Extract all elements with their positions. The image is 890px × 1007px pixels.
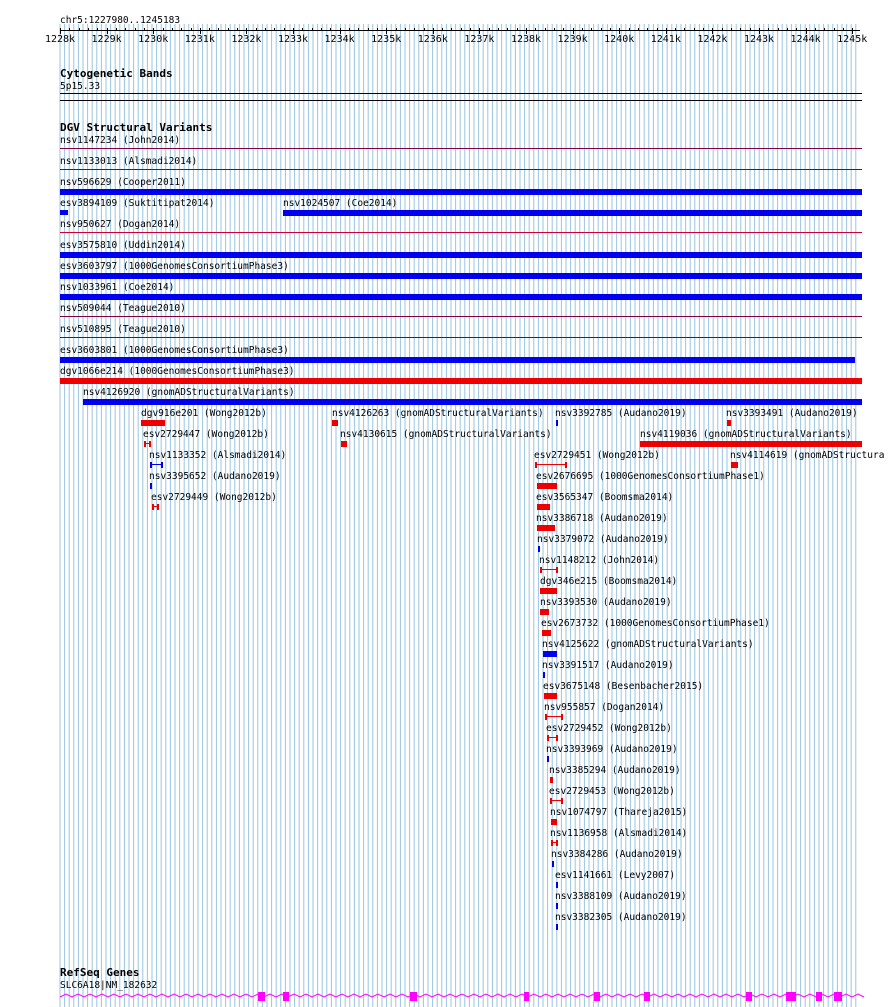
- variant-label[interactable]: nsv3392785 (Audano2019): [555, 408, 687, 419]
- variant-label[interactable]: nsv596629 (Cooper2011): [60, 177, 186, 188]
- ruler-minor-tick: [181, 28, 182, 31]
- variant-bar-cap: [545, 714, 547, 720]
- ruler-minor-tick: [712, 28, 713, 31]
- ruler-minor-tick: [684, 28, 685, 31]
- variant-label[interactable]: esv3603801 (1000GenomesConsortiumPhase3): [60, 345, 289, 356]
- ruler-tick-label: 1234k: [324, 34, 355, 45]
- ruler-minor-tick: [517, 28, 518, 31]
- ruler-minor-tick: [172, 28, 173, 31]
- ruler-minor-tick: [768, 28, 769, 31]
- ruler-tick-label: 1242k: [697, 34, 728, 45]
- ruler-tick-label: 1240k: [604, 34, 635, 45]
- variant-label[interactable]: nsv3393530 (Audano2019): [540, 597, 672, 608]
- variant-bar[interactable]: [543, 672, 545, 678]
- variant-bar-cap: [157, 504, 159, 510]
- variant-bar-cap: [152, 504, 154, 510]
- variant-label[interactable]: nsv3379072 (Audano2019): [537, 534, 669, 545]
- ruler-tick-label: 1231k: [184, 34, 215, 45]
- variant-bar[interactable]: [727, 420, 731, 426]
- variant-line[interactable]: [60, 148, 862, 149]
- ruler-minor-tick: [563, 28, 564, 31]
- variant-bar-cap: [556, 840, 558, 846]
- ruler-minor-tick: [507, 28, 508, 31]
- ruler-minor-tick: [293, 28, 294, 31]
- variant-bar[interactable]: [150, 483, 152, 489]
- ruler-tick-label: 1235k: [371, 34, 402, 45]
- variant-bar[interactable]: [551, 819, 557, 825]
- variant-label[interactable]: nsv1148212 (John2014): [539, 555, 660, 566]
- ruler-minor-tick: [703, 28, 704, 31]
- ruler-minor-tick: [591, 28, 592, 31]
- variant-label[interactable]: esv3675148 (Besenbacher2015): [543, 681, 704, 692]
- variant-bar[interactable]: [537, 525, 555, 531]
- ruler-minor-tick: [228, 28, 229, 31]
- ruler-minor-tick: [647, 28, 648, 31]
- variant-label[interactable]: nsv1033961 (Coe2014): [60, 282, 175, 293]
- variant-bar-cap: [565, 462, 567, 468]
- ruler-minor-tick: [237, 28, 238, 31]
- ruler-minor-tick: [135, 28, 136, 31]
- variant-label[interactable]: esv1141661 (Levy2007): [555, 870, 676, 881]
- cytoband-track-title[interactable]: Cytogenetic Bands: [60, 67, 173, 80]
- ruler-minor-tick: [554, 28, 555, 31]
- ruler-minor-tick: [610, 28, 611, 31]
- variant-bar[interactable]: [550, 777, 553, 783]
- cytoband-bar-top[interactable]: [60, 93, 862, 94]
- variant-bar[interactable]: [544, 693, 557, 699]
- variant-label[interactable]: nsv955857 (Dogan2014): [544, 702, 665, 713]
- variant-label[interactable]: nsv3391517 (Audano2019): [542, 660, 674, 671]
- ruler-minor-tick: [274, 28, 275, 31]
- variant-bar[interactable]: [60, 252, 862, 258]
- variant-label[interactable]: nsv510895 (Teague2010): [60, 324, 186, 335]
- ruler-minor-tick: [79, 28, 80, 31]
- variant-bar-cap: [561, 714, 563, 720]
- variant-label[interactable]: nsv3388109 (Audano2019): [555, 891, 687, 902]
- variant-label[interactable]: esv3565347 (Boomsma2014): [536, 492, 674, 503]
- variant-label[interactable]: esv2676695 (1000GenomesConsortiumPhase1): [536, 471, 765, 482]
- variant-label[interactable]: nsv1133352 (Alsmadi2014): [149, 450, 287, 461]
- ruler-minor-tick: [414, 28, 415, 31]
- variant-line[interactable]: [60, 337, 862, 338]
- refseq-exon: [524, 992, 529, 1001]
- variant-bar[interactable]: [542, 630, 551, 636]
- ruler-minor-tick: [246, 28, 247, 31]
- refseq-intron-line: [60, 994, 864, 997]
- ruler-minor-tick: [489, 28, 490, 31]
- variant-bar[interactable]: [547, 756, 549, 762]
- ruler-minor-tick: [442, 28, 443, 31]
- variant-label[interactable]: dgv916e201 (Wong2012b): [141, 408, 267, 419]
- ruler-tick-label: 1243k: [743, 34, 775, 45]
- ruler-minor-tick: [218, 28, 219, 31]
- variant-label[interactable]: esv2729452 (Wong2012b): [546, 723, 672, 734]
- variant-bar-cap: [150, 462, 152, 468]
- ruler-tick-label: 1233k: [277, 34, 309, 45]
- ruler-minor-tick: [778, 28, 779, 31]
- ruler-minor-tick: [731, 28, 732, 31]
- variant-bar[interactable]: [545, 716, 562, 717]
- ruler-minor-tick: [834, 28, 835, 31]
- variant-bar[interactable]: [640, 441, 862, 447]
- variant-label[interactable]: esv2673732 (1000GenomesConsortiumPhase1): [541, 618, 770, 629]
- variant-bar[interactable]: [535, 464, 566, 465]
- variant-bar[interactable]: [141, 420, 165, 426]
- ruler-minor-tick: [153, 28, 154, 31]
- variant-bar[interactable]: [60, 378, 862, 384]
- ruler-minor-tick: [284, 28, 285, 31]
- ruler-minor-tick: [125, 28, 126, 31]
- ruler-minor-tick: [302, 28, 303, 31]
- variant-label[interactable]: nsv3382305 (Audano2019): [555, 912, 687, 923]
- variant-label[interactable]: esv2729453 (Wong2012b): [549, 786, 675, 797]
- variant-bar[interactable]: [731, 462, 738, 468]
- ruler-minor-tick: [358, 28, 359, 31]
- ruler-minor-tick: [750, 28, 751, 31]
- refseq-gene-model[interactable]: [0, 990, 890, 1004]
- refseq-exon: [258, 992, 265, 1001]
- ruler-minor-tick: [601, 28, 602, 31]
- ruler-minor-tick: [657, 28, 658, 31]
- ruler-minor-tick: [722, 28, 723, 31]
- variant-label[interactable]: nsv1024507 (Coe2014): [283, 198, 398, 209]
- variant-bar[interactable]: [540, 609, 549, 615]
- ruler-minor-tick: [144, 28, 145, 31]
- variant-bar[interactable]: [283, 210, 862, 216]
- variant-bar[interactable]: [556, 882, 558, 888]
- ruler-minor-tick: [573, 28, 574, 31]
- variant-label[interactable]: nsv3384286 (Audano2019): [551, 849, 683, 860]
- variant-label[interactable]: nsv4119036 (gnomADStructuralVariants): [640, 429, 852, 440]
- ruler-minor-tick: [312, 28, 313, 31]
- variant-label[interactable]: esv2729451 (Wong2012b): [534, 450, 660, 461]
- refseq-exon: [283, 992, 289, 1001]
- ruler-minor-tick: [209, 28, 210, 31]
- cytoband-bar-bottom: [60, 100, 862, 101]
- ruler-minor-tick: [545, 28, 546, 31]
- ruler-minor-tick: [638, 28, 639, 31]
- location-readout: chr5:1227980..1245183: [60, 15, 181, 26]
- variant-label[interactable]: nsv1074797 (Thareja2015): [550, 807, 688, 818]
- ruler-minor-tick: [200, 28, 201, 31]
- refseq-exon: [834, 992, 842, 1001]
- variant-line[interactable]: [60, 169, 862, 170]
- variant-bar-cap: [547, 735, 549, 741]
- ruler-minor-tick: [824, 28, 825, 31]
- variant-bar-cap: [149, 441, 151, 447]
- ruler-minor-tick: [340, 28, 341, 31]
- ruler-minor-tick: [666, 28, 667, 31]
- variant-bar[interactable]: [83, 399, 862, 405]
- variant-bar-cap: [550, 798, 552, 804]
- variant-bar[interactable]: [543, 651, 557, 657]
- ruler-tick-label: 1229k: [91, 34, 122, 45]
- ruler-minor-tick: [498, 28, 499, 31]
- ruler-tick-label: 1232k: [231, 34, 262, 45]
- variant-bar-cap: [161, 462, 163, 468]
- ruler-minor-tick: [759, 28, 760, 31]
- variant-bar[interactable]: [60, 357, 855, 363]
- variant-label[interactable]: dgv1066e214 (1000GenomesConsortiumPhase3): [60, 366, 295, 377]
- cytoband-label: 5p15.33: [60, 81, 101, 92]
- ruler-minor-tick: [740, 28, 741, 31]
- variant-label[interactable]: esv3894109 (Suktitipat2014): [60, 198, 215, 209]
- refseq-exon: [410, 992, 417, 1001]
- variant-label[interactable]: nsv3395652 (Audano2019): [149, 471, 281, 482]
- ruler-tick-label: 1236k: [417, 34, 448, 45]
- ruler-minor-tick: [60, 28, 61, 31]
- ruler-tick-label: 1241k: [650, 34, 681, 45]
- variant-line[interactable]: [60, 232, 862, 233]
- variant-bar[interactable]: [540, 569, 557, 570]
- ruler-minor-tick: [191, 28, 192, 31]
- variant-bar[interactable]: [538, 546, 540, 552]
- ruler-minor-tick: [796, 28, 797, 31]
- variant-label[interactable]: nsv1133013 (Alsmadi2014): [60, 156, 198, 167]
- variant-label[interactable]: dgv346e215 (Boomsma2014): [540, 576, 678, 587]
- ruler-minor-tick: [69, 28, 70, 31]
- variant-label[interactable]: nsv1136958 (Alsmadi2014): [550, 828, 688, 839]
- ruler-tick-label: 1237k: [464, 34, 495, 45]
- variant-bar[interactable]: [341, 441, 347, 447]
- refseq-exon: [816, 992, 822, 1001]
- refseq-track-title[interactable]: RefSeq Genes: [60, 966, 140, 979]
- ruler-minor-tick: [479, 28, 480, 31]
- variant-bar-cap: [144, 441, 146, 447]
- ruler-minor-tick: [451, 28, 452, 31]
- refseq-exon: [594, 992, 600, 1001]
- variant-bar[interactable]: [60, 294, 862, 300]
- ruler-minor-tick: [330, 28, 331, 31]
- variant-line[interactable]: [60, 316, 862, 317]
- ruler-minor-tick: [806, 28, 807, 31]
- variant-bar-cap: [551, 840, 553, 846]
- refseq-exon: [786, 992, 796, 1001]
- ruler-minor-tick: [88, 28, 89, 31]
- variant-label[interactable]: nsv4114619 (gnomADStructura: [730, 450, 885, 461]
- refseq-gene-label[interactable]: SLC6A18|NM_182632: [60, 980, 158, 991]
- ruler-minor-tick: [675, 28, 676, 31]
- ruler-minor-tick: [787, 28, 788, 31]
- ruler-minor-tick: [694, 28, 695, 31]
- ruler-minor-tick: [256, 28, 257, 31]
- variant-bar[interactable]: [60, 273, 862, 279]
- ruler-minor-tick: [116, 28, 117, 31]
- ruler-minor-tick: [461, 28, 462, 31]
- variant-label[interactable]: esv3603797 (1000GenomesConsortiumPhase3): [60, 261, 289, 272]
- ruler-minor-tick: [852, 28, 853, 31]
- ruler-minor-tick: [396, 28, 397, 31]
- variant-bar[interactable]: [537, 483, 557, 489]
- variant-label[interactable]: nsv4130615 (gnomADStructuralVariants): [340, 429, 552, 440]
- ruler-minor-tick: [535, 28, 536, 31]
- refseq-exon: [644, 992, 650, 1001]
- ruler-tick-label: 1239k: [557, 34, 588, 45]
- variant-bar-cap: [540, 567, 542, 573]
- ruler-minor-tick: [470, 28, 471, 31]
- dgv-track-title[interactable]: DGV Structural Variants: [60, 121, 213, 134]
- variant-label[interactable]: esv2729449 (Wong2012b): [151, 492, 277, 503]
- variant-label[interactable]: nsv3385294 (Audano2019): [549, 765, 681, 776]
- ruler-minor-tick: [386, 28, 387, 31]
- ruler-minor-tick: [107, 28, 108, 31]
- ruler-tick-label: 1245k: [837, 34, 868, 45]
- variant-label[interactable]: nsv4126920 (gnomADStructuralVariants): [83, 387, 295, 398]
- ruler-tick-label: 1228k: [44, 34, 76, 45]
- variant-bar-cap: [561, 798, 563, 804]
- ruler-minor-tick: [433, 28, 434, 31]
- variant-bar[interactable]: [556, 903, 558, 909]
- refseq-exon: [746, 992, 752, 1001]
- variant-bar[interactable]: [60, 210, 68, 215]
- variant-label[interactable]: nsv950627 (Dogan2014): [60, 219, 181, 230]
- variant-bar[interactable]: [556, 420, 558, 426]
- variant-label[interactable]: nsv509044 (Teague2010): [60, 303, 186, 314]
- ruler-minor-tick: [629, 28, 630, 31]
- variant-bar[interactable]: [556, 924, 558, 930]
- variant-bar[interactable]: [552, 861, 554, 867]
- ruler-minor-tick: [368, 28, 369, 31]
- ruler-minor-tick: [321, 28, 322, 31]
- variant-label[interactable]: esv3575810 (Uddin2014): [60, 240, 186, 251]
- variant-label[interactable]: nsv3393969 (Audano2019): [546, 744, 678, 755]
- ruler-minor-tick: [843, 28, 844, 31]
- variant-label[interactable]: nsv3386718 (Audano2019): [536, 513, 668, 524]
- ruler-tick-label: 1244k: [790, 34, 821, 45]
- ruler-minor-tick: [619, 28, 620, 31]
- ruler-minor-tick: [582, 28, 583, 31]
- variant-bar[interactable]: [60, 189, 862, 195]
- ruler-tick-label: 1238k: [510, 34, 542, 45]
- variant-label[interactable]: nsv3393491 (Audano2019): [726, 408, 858, 419]
- variant-label[interactable]: nsv4126263 (gnomADStructuralVariants): [332, 408, 544, 419]
- variant-bar[interactable]: [540, 588, 557, 594]
- variant-label[interactable]: nsv1147234 (John2014): [60, 135, 181, 146]
- ruler-minor-tick: [526, 28, 527, 31]
- variant-label[interactable]: nsv4125622 (gnomADStructuralVariants): [542, 639, 754, 650]
- variant-bar[interactable]: [332, 420, 338, 426]
- ruler-minor-tick: [377, 28, 378, 31]
- ruler-minor-tick: [405, 28, 406, 31]
- ruler-minor-tick: [349, 28, 350, 31]
- ruler-tick-label: 1230k: [138, 34, 169, 45]
- variant-bar[interactable]: [537, 504, 550, 510]
- ruler-minor-tick: [97, 28, 98, 31]
- ruler-minor-tick: [163, 28, 164, 31]
- variant-label[interactable]: esv2729447 (Wong2012b): [143, 429, 269, 440]
- variant-bar-cap: [556, 567, 558, 573]
- ruler-minor-tick: [265, 28, 266, 31]
- ruler-minor-tick: [815, 28, 816, 31]
- variant-bar-cap: [535, 462, 537, 468]
- ruler-minor-tick: [424, 28, 425, 31]
- variant-bar-cap: [556, 735, 558, 741]
